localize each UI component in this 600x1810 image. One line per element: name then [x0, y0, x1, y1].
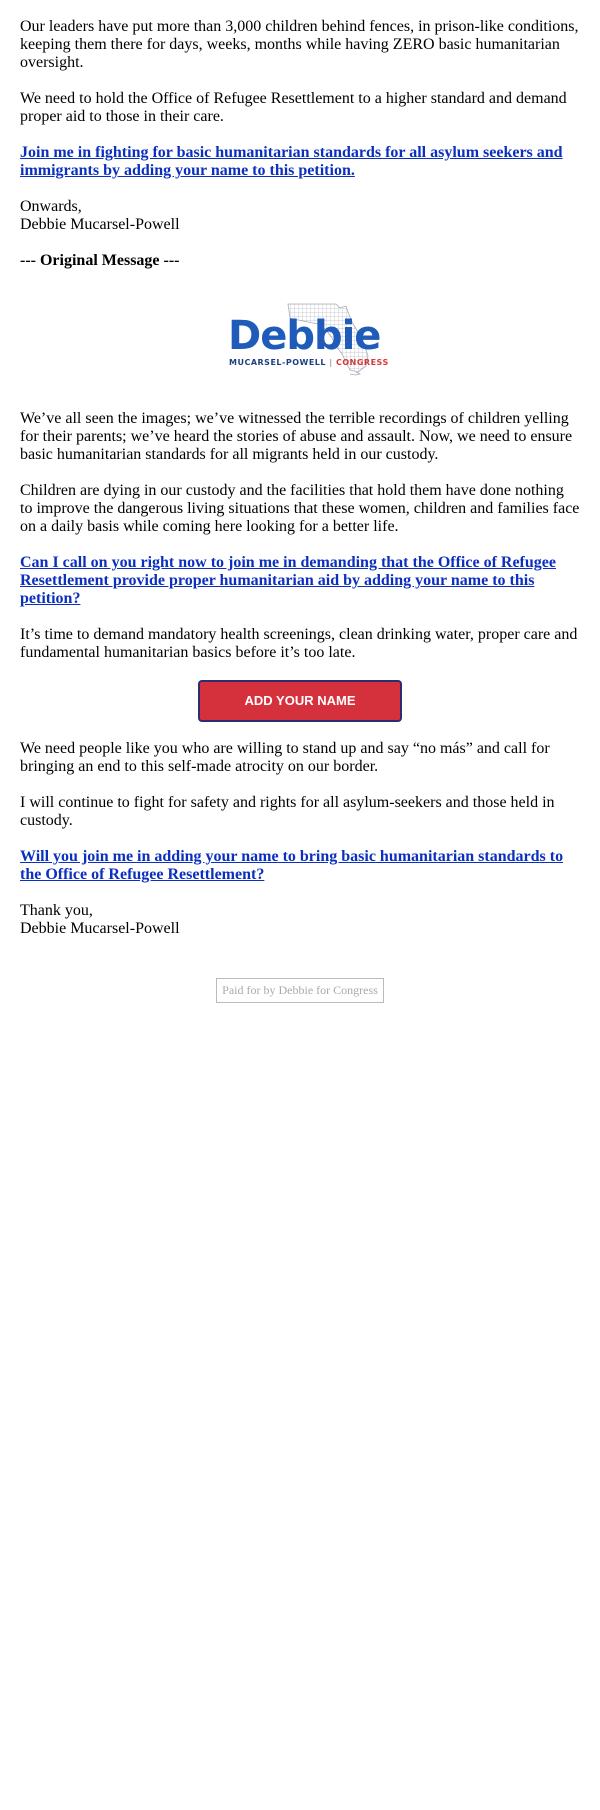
add-your-name-button[interactable]: ADD YOUR NAME [198, 680, 402, 722]
body-paragraph-4: We need people like you who are willing to stand up and say “no más” and call for bringing an end to this self-made atrocity on our border. [20, 740, 550, 775]
body-paragraph-2: Children are dying in our custody and the facilities that hold them have done nothing to improve the dangerous living situations that these women, children and families face on a daily basis while coming here looking for a better life. [20, 482, 580, 535]
email-body [20, 0, 580, 1003]
petition-link-2[interactable]: Can I call on you right now to join me in demanding that the Office of Refugee Resettlement provide proper humanitarian aid by adding your name to this petition? [20, 554, 556, 607]
cta-container [20, 680, 580, 722]
logo-subtitle-congress: CONGRESS [336, 358, 389, 367]
logo-subtitle-name: MUCARSEL-POWELL [229, 358, 326, 367]
footer [20, 978, 580, 1003]
signature-text: Debbie Mucarsel-Powell [20, 216, 180, 233]
body-paragraph-5: I will continue to fight for safety and rights for all asylum-seekers and those held in custody. [20, 794, 555, 829]
logo-wordmark: Debbie [228, 313, 381, 359]
petition-link-paragraph-2 [20, 554, 580, 608]
petition-link-3[interactable]: Will you join me in adding your name to bring basic humanitarian standards to the Office of Refugee Resettlement? [20, 848, 564, 883]
signoff-text: Onwards, [20, 198, 82, 215]
petition-link-paragraph-1 [20, 144, 580, 180]
petition-link-1[interactable]: Join me in fighting for basic humanitarian standards for all asylum seekers and immigrants by adding your name to this petition. [20, 144, 563, 179]
campaign-logo [20, 300, 580, 380]
closing-text: Thank you, [20, 902, 93, 919]
body-paragraph-1: We’ve all seen the images; we’ve witnessed the terrible recordings of children yelling for their parents; we’ve heard the stories of abuse and assault. Now, we need to ensure basic humanitarian standards for all migrants held in our custody. [20, 410, 573, 463]
signoff-block [20, 198, 580, 234]
logo-subtitle [229, 358, 389, 367]
paid-for-disclaimer: Paid for by Debbie for Congress [216, 978, 384, 1003]
closing-signature: Debbie Mucarsel-Powell [20, 920, 180, 937]
body-paragraph-3: It’s time to demand mandatory health screenings, clean drinking water, proper care and fundamental humanitarian basics before it’s too late. [20, 626, 578, 661]
logo-subtitle-separator: | [329, 358, 333, 367]
intro-paragraph-2: We need to hold the Office of Refugee Resettlement to a higher standard and demand proper aid to those in their care. [20, 90, 567, 125]
closing-block [20, 902, 580, 938]
petition-link-paragraph-3 [20, 848, 580, 884]
intro-paragraph-1: Our leaders have put more than 3,000 children behind fences, in prison-like conditions, keeping them there for days, weeks, months while having ZERO basic humanitarian oversight. [20, 18, 579, 71]
original-message-divider: --- Original Message --- [20, 252, 180, 269]
